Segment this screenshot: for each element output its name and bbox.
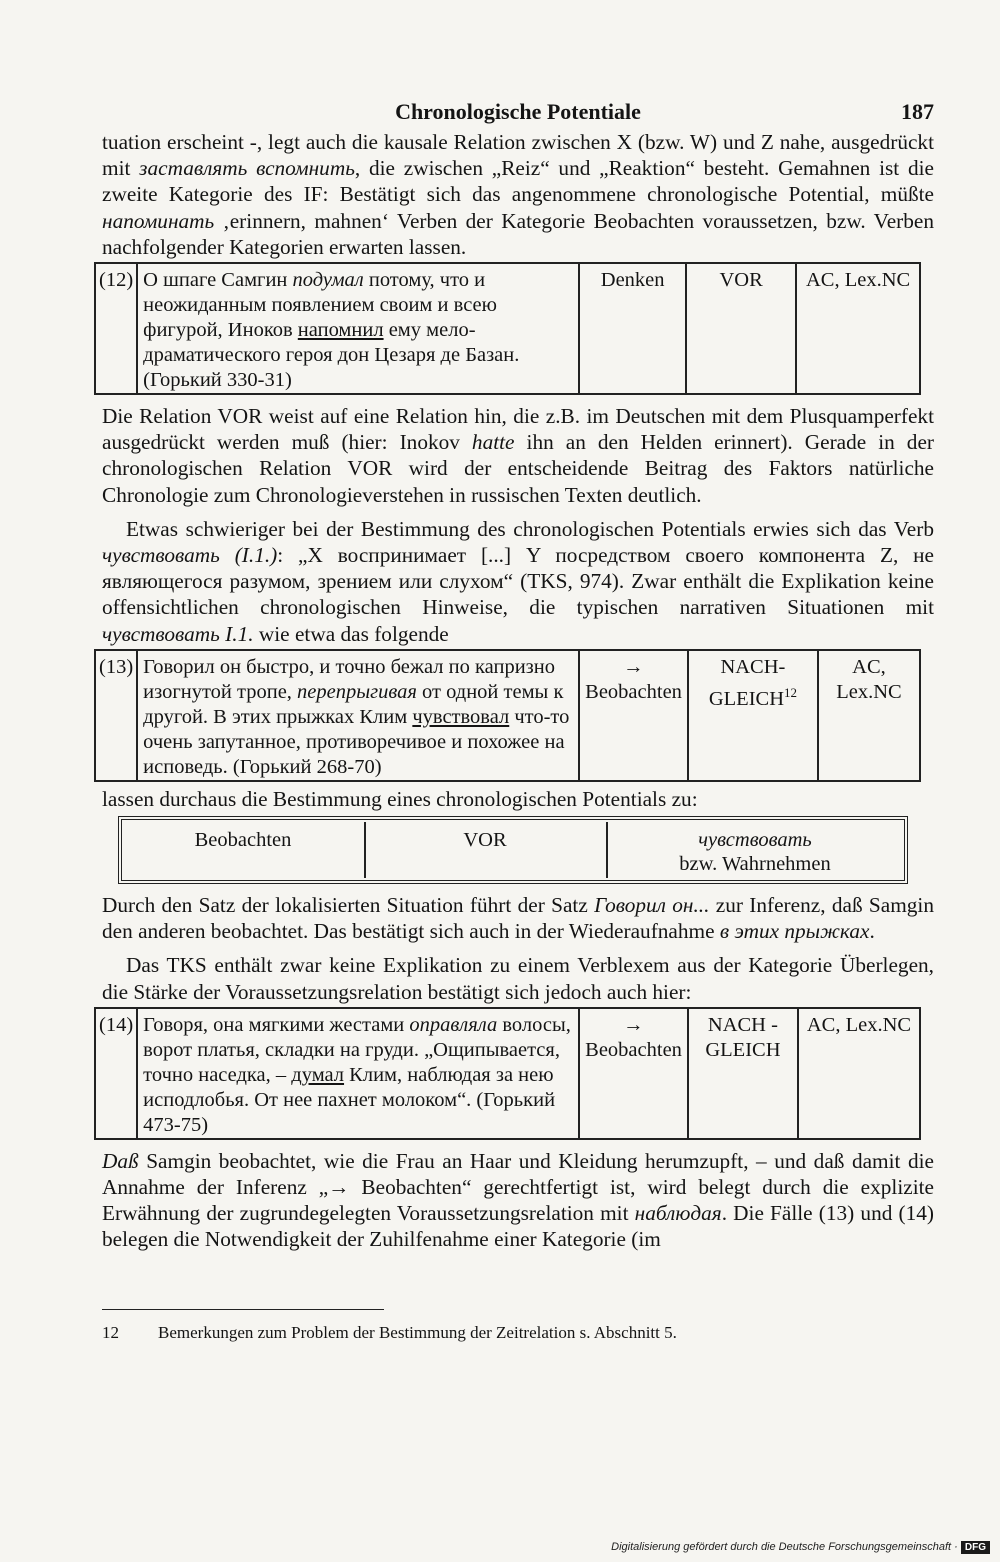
footnote [102,1322,934,1344]
paragraph-1 [102,129,934,260]
relation-cell: VOR [686,263,796,394]
text: . Die Fälle (13) und (14) belegen die Notwendigkeit der Zuhilfenahme einer Kategorie (im [102,1201,934,1252]
classification-cell: AC, Lex.NC [798,1008,920,1139]
summary-verb-gloss: bzw. Wahrnehmen [679,853,831,876]
russian-term: заставлять вспомнить [139,156,355,181]
text: zur Inferenz, daß Samgin den anderen beobachtet. Das bestätigt sich auch in der Wiederaufnahme [102,893,934,944]
running-title: Chronologische Potentiale [395,99,641,124]
example-table-13 [94,649,921,782]
text: Говоря, она мягкими жестами [143,1013,410,1036]
relation-cell: NACH -GLEICH [688,1008,798,1139]
digitization-footer [611,1541,990,1554]
summary-table [118,816,908,884]
text: : „X воспринимает [...] Y посредством своего компонента Z, не являющегося разумом, зрением или слухом“ (TKS, 974). Zwar enthält die Explikation keine offensichtlichen chronologischen Hinweise, die typischen narrativen Situationen mit [102,543,934,620]
text: . [869,919,875,944]
summary-category: Beobachten [194,829,292,852]
running-header [102,95,934,129]
text: Die Relation VOR weist auf eine Relation hin, die z.B. im Deutschen mit dem Plusquamperfekt ausgedrückt werden muß (hier: Inokov [102,404,934,455]
relation-text: NACH-GLEICH [708,655,786,710]
text: потому, что и неожиданным появлением своим и всею фигурой, Иноков [143,269,497,342]
paragraph-3 [102,516,934,647]
text: что-то очень запутанное, противоречивое и похожее на исповедь. (Горький 268-70) [143,705,570,778]
text: О шпаге Самгин [143,269,293,292]
text: ему мело-драматического героя дон Цезаря де Базан. (Горький 330-31) [143,319,520,392]
text: ihn an den Helden erinnert). Gerade in der chronologischen Relation VOR wird der entscheidende Beitrag des Faktors natürliche Chronologie zum Chronologieverstehen in russischen Texten deutlich. [102,430,934,507]
russian-term: в этих прыжках [719,919,870,944]
italic-word: оправляла [409,1013,498,1036]
underlined-word: чувствовал [412,705,510,728]
category-cell: → Beobachten [579,1008,688,1139]
category-cell: Denken [579,263,686,394]
example-text [137,1008,579,1139]
classification-cell: AC, Lex.NC [796,263,920,394]
paragraph-7 [102,1148,934,1253]
text: от одной темы к другой. В этих прыжках Клим [143,680,564,728]
example-text [137,263,579,394]
text: волосы, ворот платья, складки на груди. „Ощипывается, точно наседка, – [143,1013,571,1086]
relation-cell [688,650,818,781]
page [99,95,934,1344]
text: Etwas schwieriger bei der Bestimmung des chronologischen Potentials erwies sich das Verb [126,516,934,541]
paragraph-6: Das TKS enthält zwar keine Explikation zu einem Verblexem aus der Kategorie Überlegen, die Stärke der Voraussetzungsrelation bestätigt sich jedoch auch hier: [102,953,934,1004]
example-number: (14) [95,1008,137,1139]
paragraph-4: lassen durchaus die Bestimmung eines chronologischen Potentials zu: [102,786,698,811]
underlined-word: думал [291,1063,345,1086]
russian-term: Говорил он... [594,893,710,918]
example-table-12 [94,262,921,395]
underlined-word: напомнил [297,319,384,342]
text: Клим, наблюдая за нею исподлобья. От нее пахнет молоком“. (Горький 473-75) [143,1063,556,1136]
category-cell: → Beobachten [579,650,688,781]
classification-cell: AC, Lex.NC [818,650,920,781]
footnote-text: Bemerkungen zum Problem der Bestimmung der Zeitrelation s. Abschnitt 5. [158,1322,677,1342]
dfg-logo: DFG [961,1541,990,1554]
text: Говорил он быстро, и точно бежал по капризно изогнутой тропе, [143,655,555,703]
page-number: 187 [901,99,934,124]
italic-word: hatte [471,430,515,455]
footer-text: Digitalisierung gefördert durch die Deutsche Forschungsgemeinschaft · [611,1541,958,1553]
example-number: (13) [95,650,137,781]
russian-term: чувствовать (I.1.) [102,543,278,568]
text: wie etwa das folgende [253,621,449,646]
italic-word: подумал [292,269,364,292]
summary-relation: VOR [364,822,604,878]
text: Durch den Satz der lokalisierten Situation führt der Satz [102,893,595,918]
italic-word: Daß [102,1148,139,1173]
text: ‚erinnern, mahnen‘ Verben der Kategorie Beobachten voraussetzen, bzw. Verben nachfolgender Kategorien erwarten lassen. [102,208,934,259]
russian-term: напоминать [102,208,215,233]
summary-verb [606,822,902,878]
example-table-14 [94,1007,921,1140]
footnote-divider [102,1309,384,1310]
footnote-ref: 12 [784,684,797,700]
paragraph-2 [102,403,934,508]
italic-word: перепрыгивая [297,680,417,703]
russian-term: наблюдая [634,1201,722,1226]
text: tuation erscheint -, legt auch die kausale Relation zwischen X (bzw. W) und Z nahe, ausgedrückt mit [102,130,934,181]
example-number: (12) [95,263,137,394]
footnote-number: 12 [102,1322,119,1342]
text: , die zwischen „Reiz“ und „Reaktion“ besteht. Gemahnen ist die zweite Kategorie des IF: Bestätigt sich das angenommene chronologische Potential, müßte [102,156,934,207]
paragraph-5 [102,892,934,944]
example-text [137,650,579,781]
russian-term: чувствовать I.1. [102,621,254,646]
text: Samgin beobachtet, wie die Frau an Haar und Kleidung herumzupft, – und daß damit die Annahme der Inferenz „→ Beobachten“ gerechtfertigt ist, wird belegt durch die explizite Erwähnung der zugrundegelegten Voraussetzungsrelation mit [102,1148,934,1226]
russian-verb: чувствовать [698,829,812,852]
